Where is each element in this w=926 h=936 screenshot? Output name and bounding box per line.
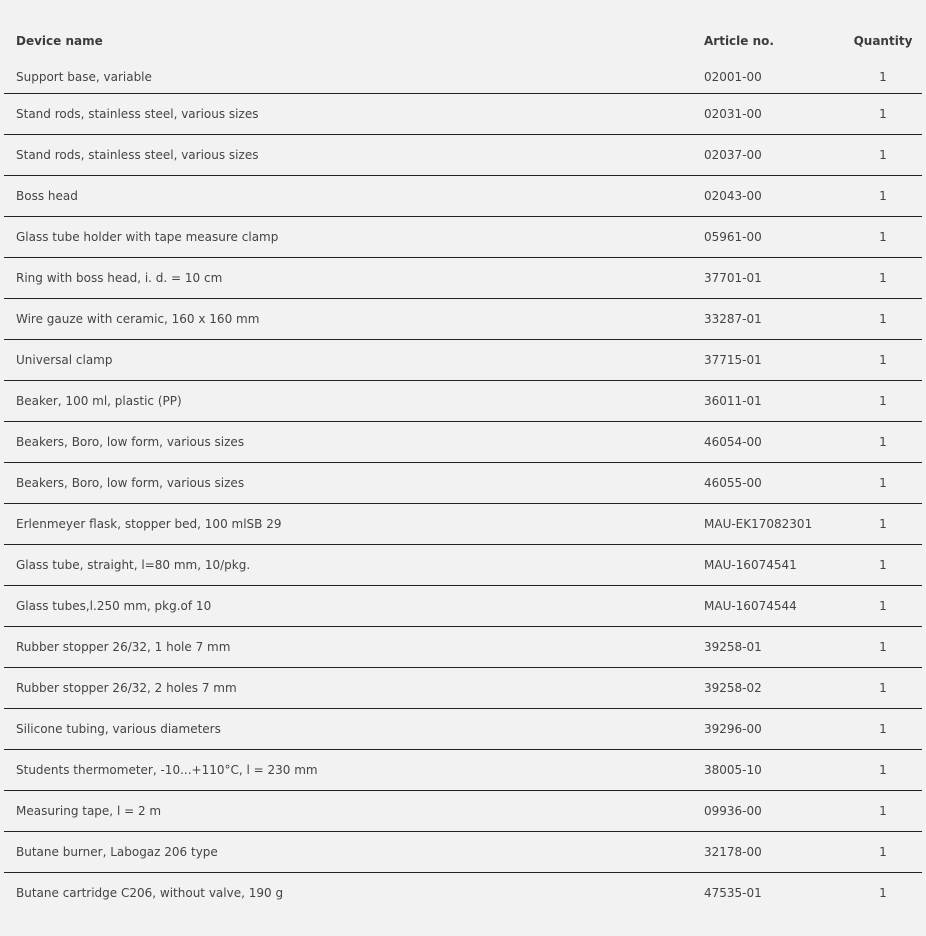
table-row bbox=[4, 709, 922, 750]
cell-quantity: 1 bbox=[844, 668, 922, 709]
cell-quantity: 1 bbox=[844, 463, 922, 504]
cell-quantity: 1 bbox=[879, 70, 887, 84]
cell-article-no: 47535-01 bbox=[704, 873, 844, 914]
cell-device-name: Universal clamp bbox=[4, 340, 704, 381]
cell-quantity: 1 bbox=[844, 258, 922, 299]
table-row bbox=[4, 463, 922, 504]
cell-quantity: 1 bbox=[844, 217, 922, 258]
cell-device-name: Glass tube, straight, l=80 mm, 10/pkg. bbox=[4, 545, 704, 586]
table-row bbox=[4, 94, 922, 135]
cell-quantity: 1 bbox=[844, 627, 922, 668]
cell-quantity: 1 bbox=[844, 873, 922, 914]
table-body bbox=[4, 61, 922, 913]
cell-quantity: 1 bbox=[844, 340, 922, 381]
table-row bbox=[4, 832, 922, 873]
cell-device-name: Students thermometer, -10...+110°C, l = 230 mm bbox=[4, 750, 704, 791]
cell-article-no: 32178-00 bbox=[704, 832, 844, 873]
cell-article-no: 38005-10 bbox=[704, 750, 844, 791]
table-row bbox=[4, 217, 922, 258]
cell-article-no: 39258-01 bbox=[704, 627, 844, 668]
cell-device-name: Butane burner, Labogaz 206 type bbox=[4, 832, 704, 873]
cell-quantity: 1 bbox=[844, 832, 922, 873]
cell-article-no: 39258-02 bbox=[704, 668, 844, 709]
cell-article-no: 02043-00 bbox=[704, 176, 844, 217]
cell-device-name: Stand rods, stainless steel, various sizes bbox=[4, 94, 704, 135]
cell-quantity: 1 bbox=[844, 94, 922, 135]
cell-article-no: 33287-01 bbox=[704, 299, 844, 340]
table-row bbox=[4, 422, 922, 463]
cell-quantity: 1 bbox=[844, 135, 922, 176]
cell-article-no: 37715-01 bbox=[704, 340, 844, 381]
cell-device-name: Stand rods, stainless steel, various sizes bbox=[4, 135, 704, 176]
table-row bbox=[4, 586, 922, 627]
cell-device-name: Rubber stopper 26/32, 1 hole 7 mm bbox=[4, 627, 704, 668]
cell-article-no: MAU-EK17082301 bbox=[704, 504, 844, 545]
table-row bbox=[4, 627, 922, 668]
table-row bbox=[4, 668, 922, 709]
cell-quantity: 1 bbox=[844, 381, 922, 422]
cell-article-no: 39296-00 bbox=[704, 709, 844, 750]
table-row bbox=[4, 750, 922, 791]
cell-article-no: 02001-00 bbox=[704, 70, 762, 84]
cell-article-no: 46055-00 bbox=[704, 463, 844, 504]
table-row bbox=[4, 135, 922, 176]
cell-article-no: 02031-00 bbox=[704, 94, 844, 135]
cell-article-no: 46054-00 bbox=[704, 422, 844, 463]
cell-quantity: 1 bbox=[844, 586, 922, 627]
cell-quantity: 1 bbox=[844, 299, 922, 340]
table-row bbox=[4, 258, 922, 299]
cell-quantity: 1 bbox=[844, 791, 922, 832]
cell-device-name: Support base, variable bbox=[16, 70, 152, 84]
table-row bbox=[4, 873, 922, 914]
cell-article-no: 05961-00 bbox=[704, 217, 844, 258]
header-device-name: Device name bbox=[16, 33, 103, 48]
cell-article-no: 36011-01 bbox=[704, 381, 844, 422]
cell-device-name: Rubber stopper 26/32, 2 holes 7 mm bbox=[4, 668, 704, 709]
header-article-no: Article no. bbox=[704, 33, 774, 48]
table-row bbox=[4, 381, 922, 422]
table-row bbox=[4, 545, 922, 586]
cell-article-no: MAU-16074541 bbox=[704, 545, 844, 586]
table-row bbox=[4, 61, 922, 94]
cell-device-name: Beaker, 100 ml, plastic (PP) bbox=[4, 381, 704, 422]
cell-quantity: 1 bbox=[844, 709, 922, 750]
cell-device-name: Beakers, Boro, low form, various sizes bbox=[4, 422, 704, 463]
table-row bbox=[4, 299, 922, 340]
table-row bbox=[4, 340, 922, 381]
cell-device-name: Measuring tape, l = 2 m bbox=[4, 791, 704, 832]
cell-device-name: Glass tubes,l.250 mm, pkg.of 10 bbox=[4, 586, 704, 627]
cell-quantity: 1 bbox=[844, 422, 922, 463]
cell-quantity: 1 bbox=[844, 504, 922, 545]
table-header-row bbox=[4, 20, 922, 61]
cell-article-no: 09936-00 bbox=[704, 791, 844, 832]
cell-device-name: Wire gauze with ceramic, 160 x 160 mm bbox=[4, 299, 704, 340]
cell-device-name: Glass tube holder with tape measure clamp bbox=[4, 217, 704, 258]
equipment-list bbox=[4, 20, 922, 913]
cell-device-name: Erlenmeyer flask, stopper bed, 100 mlSB 29 bbox=[4, 504, 704, 545]
cell-device-name: Silicone tubing, various diameters bbox=[4, 709, 704, 750]
equipment-table bbox=[4, 20, 922, 913]
cell-device-name: Beakers, Boro, low form, various sizes bbox=[4, 463, 704, 504]
cell-quantity: 1 bbox=[844, 750, 922, 791]
cell-quantity: 1 bbox=[844, 176, 922, 217]
header-quantity: Quantity bbox=[853, 33, 913, 48]
table-row bbox=[4, 504, 922, 545]
cell-article-no: MAU-16074544 bbox=[704, 586, 844, 627]
cell-article-no: 02037-00 bbox=[704, 135, 844, 176]
cell-device-name: Ring with boss head, i. d. = 10 cm bbox=[4, 258, 704, 299]
cell-quantity: 1 bbox=[844, 545, 922, 586]
table-row bbox=[4, 176, 922, 217]
cell-device-name: Butane cartridge C206, without valve, 190 g bbox=[4, 873, 704, 914]
cell-device-name: Boss head bbox=[4, 176, 704, 217]
cell-article-no: 37701-01 bbox=[704, 258, 844, 299]
table-row bbox=[4, 791, 922, 832]
